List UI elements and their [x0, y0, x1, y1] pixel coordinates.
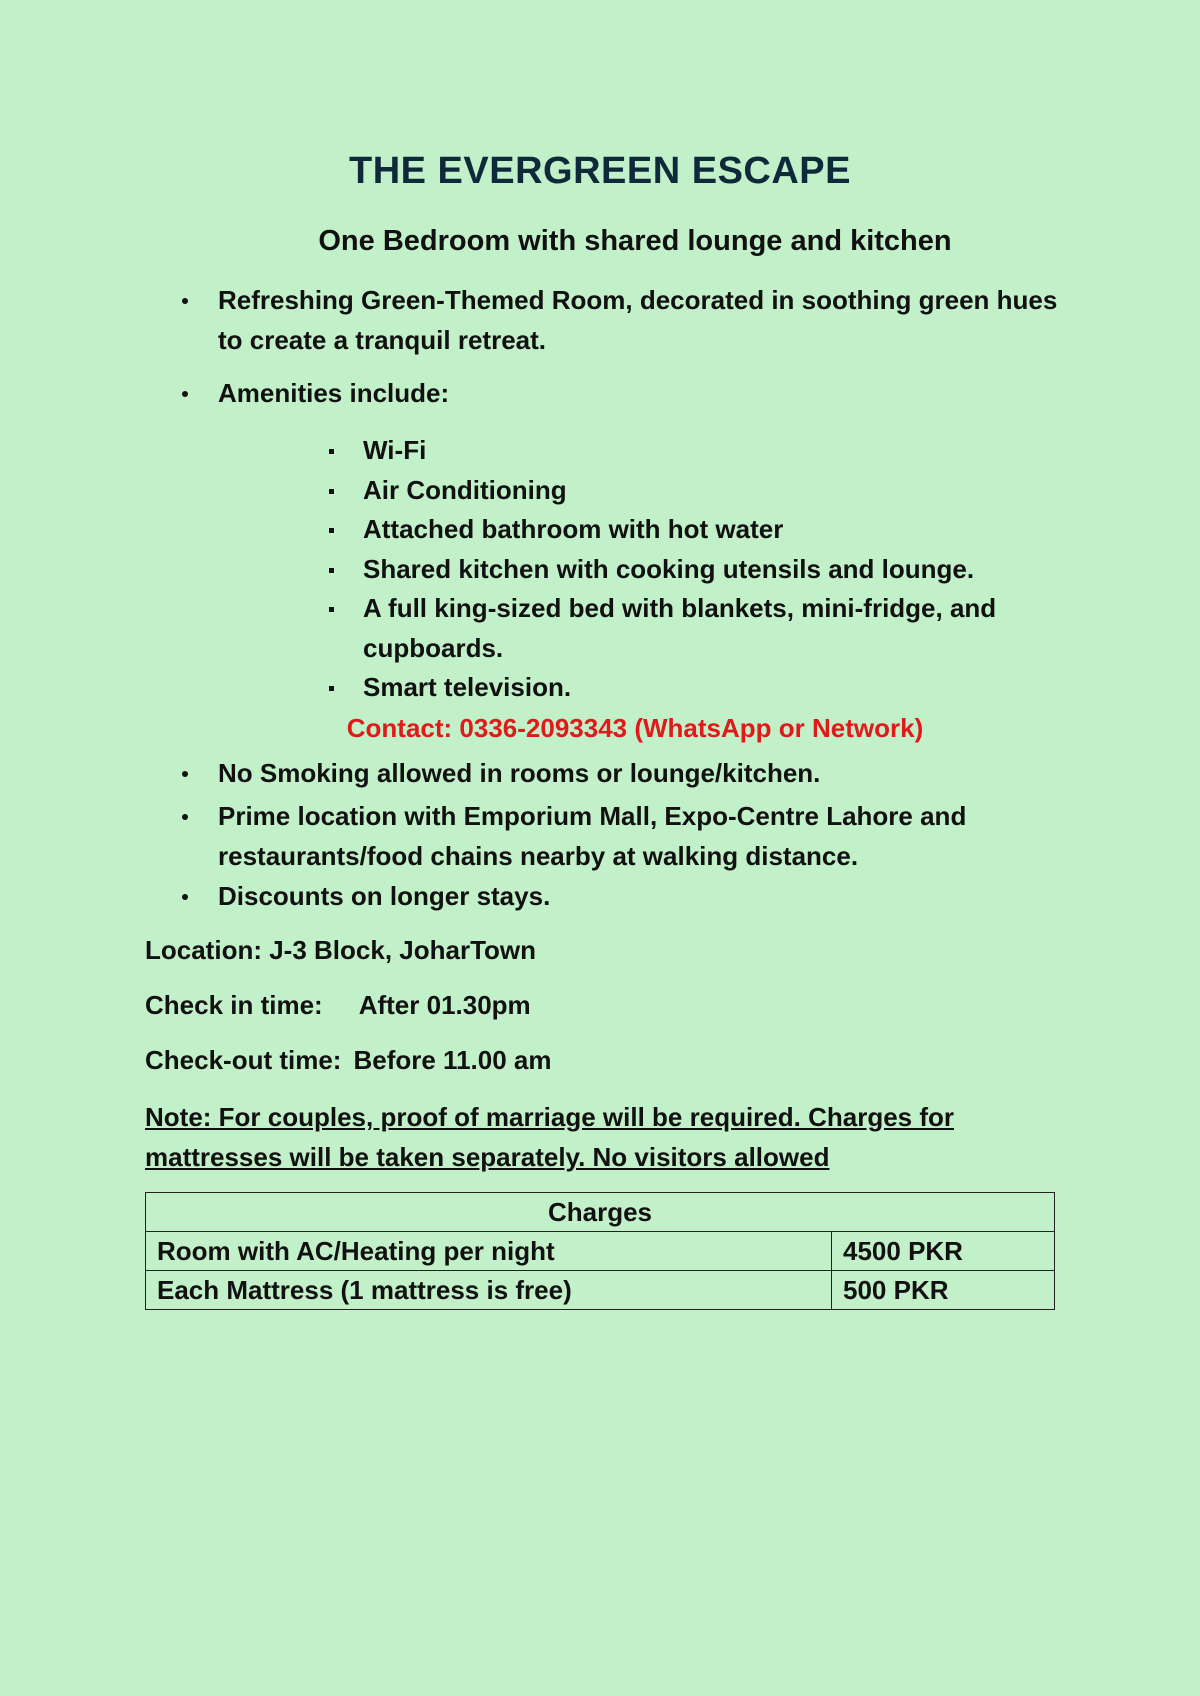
- list-item: [180, 753, 1060, 793]
- square-bullet-icon: [329, 449, 334, 454]
- bullet-icon: [182, 771, 188, 777]
- check-in-value: After 01.30pm: [358, 990, 531, 1020]
- square-bullet-icon: [329, 568, 334, 573]
- square-bullet-icon: [329, 607, 334, 612]
- square-bullet-icon: [329, 489, 334, 494]
- charge-price: 500 PKR: [832, 1271, 1055, 1310]
- check-in-label: Check in time:: [145, 990, 323, 1020]
- charge-price: 4500 PKR: [832, 1232, 1055, 1271]
- amenity-text: Shared kitchen with cooking utensils and lounge.: [363, 553, 975, 584]
- list-item: [326, 668, 1066, 708]
- check-out-value: Before 11.00 am: [353, 1045, 552, 1075]
- list-item: [326, 550, 1066, 590]
- amenity-text: Wi-Fi: [363, 435, 427, 465]
- bullet-icon: [182, 894, 188, 900]
- policy-text: Prime location with Emporium Mall, Expo-Centre Lahore and restaurants/food chains nearby at walking distance.: [218, 801, 967, 871]
- amenities-list: [326, 431, 1066, 708]
- list-item: [326, 471, 1066, 511]
- feature-text: Refreshing Green-Themed Room, decorated in soothing green hues to create a tranquil retreat.: [218, 285, 1058, 355]
- list-item: [180, 373, 1060, 413]
- list-item: [180, 876, 1060, 916]
- policy-list: [180, 753, 1060, 916]
- amenity-text: Attached bathroom with hot water: [363, 514, 784, 544]
- charge-item: Room with AC/Heating per night: [146, 1232, 832, 1271]
- list-item: [326, 431, 1066, 471]
- table-header: Charges: [146, 1193, 1055, 1232]
- square-bullet-icon: [329, 686, 334, 691]
- list-item: [326, 589, 1066, 668]
- table-header-row: [146, 1193, 1055, 1232]
- list-item: [180, 280, 1060, 360]
- amenity-text: Air Conditioning: [363, 474, 567, 505]
- bullet-icon: [182, 391, 188, 397]
- contact-line: Contact: 0336-2093343 (WhatsApp or Network): [346, 713, 924, 743]
- page-title: THE EVERGREEN ESCAPE: [349, 150, 851, 192]
- charge-item: Each Mattress (1 mattress is free): [146, 1271, 832, 1310]
- page-subtitle: One Bedroom with shared lounge and kitchen: [318, 225, 952, 257]
- note-text: Note: For couples, proof of marriage will be required. Charges for mattresses will be taken separately. No visitors allowed: [145, 1102, 955, 1172]
- list-item: [326, 510, 1066, 550]
- check-out-label: Check-out time:: [145, 1045, 342, 1075]
- amenity-text: Smart television.: [363, 672, 572, 702]
- bullet-icon: [182, 298, 188, 304]
- list-item: [180, 796, 1060, 876]
- check-in-line: [145, 990, 531, 1021]
- feature-list: [180, 280, 1060, 413]
- table-row: [146, 1271, 1055, 1310]
- bullet-icon: [182, 814, 188, 820]
- table-row: [146, 1232, 1055, 1271]
- feature-text: Amenities include:: [218, 378, 450, 408]
- charges-table: [145, 1192, 1055, 1310]
- policy-text: No Smoking allowed in rooms or lounge/kitchen.: [218, 758, 821, 788]
- amenity-text: A full king-sized bed with blankets, mini-fridge, and cupboards.: [363, 593, 997, 663]
- policy-text: Discounts on longer stays.: [218, 881, 551, 911]
- square-bullet-icon: [329, 528, 334, 533]
- check-out-line: [145, 1045, 551, 1076]
- location-line: Location: J-3 Block, JoharTown: [145, 935, 537, 965]
